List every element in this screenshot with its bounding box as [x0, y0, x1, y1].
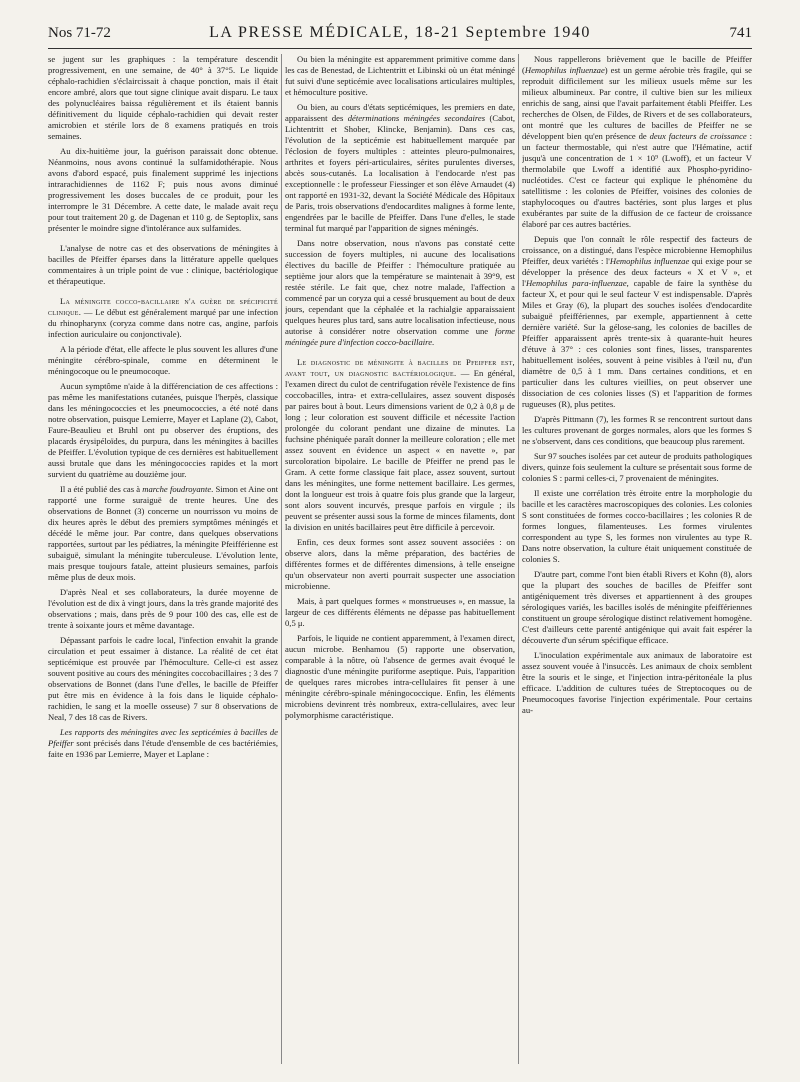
paragraph: Sur 97 souches isolées par cet auteur de produits pathologiques divers, quinze fois seulement la culture se présentait sous forme de colonies S : parmi celles-ci, 7 provenaient de méningites.	[522, 451, 752, 483]
journal-title: LA PRESSE MÉDICALE, 18-21 Septembre 1940	[209, 24, 591, 41]
page-number: 741	[729, 25, 752, 41]
paragraph: Enfin, ces deux formes sont assez souvent associées : on observe alors, dans la même préparation, des bactéries de différentes formes et de différentes dimensions, à telle enseigne qu'un observateur non averti pourrait suspecter une association microbienne.	[285, 537, 515, 591]
paragraph: A la période d'état, elle affecte le plus souvent les allures d'une méningite cérébro-spinale, comme en déterminent le méningocoque ou le pneumocoque.	[48, 344, 278, 376]
paragraph: Aucun symptôme n'aide à la différenciation de ces affections : pas même les manifestations cutanées, puisque l'herpès, classique dans les méningococcies et les pneumococcies, a été noté dans notre observation, puisque Lemierre, Mayer et Laplane (2), Cabot, Faure-Beaulieu et Bruhl ont pu observer des éruptions, des placards érysipéloïdes, du purpura, dans les méningites à bacilles de Pfeiffer. L'évolution typique de ces dernières est habituellement aussi brutale que dans les méningococcies rapides et la mort survient du quatrième au douzième jour.	[48, 381, 278, 479]
paragraph: D'autre part, comme l'ont bien établi Rivers et Kohn (8), alors que la plupart des souches de bacilles de Pfeiffer sont antigéniquement très diverses et appartiennent à des groupes sérologiques variés, les bacilles isolés de méningite pfeiffériennes constituent un groupe sérologique distinct relativement homogène. C'est d'ailleurs cette parenté antigénique qui avait fait espérer la découverte d'un sérum spécifique efficace.	[522, 569, 752, 645]
paragraph: L'analyse de notre cas et des observations de méningites à bacilles de Pfeiffer éparses dans la littérature appelle quelques commentaires à un triple point de vue : clinique, bactériologique et thérapeutique.	[48, 243, 278, 286]
paragraph: Mais, à part quelques formes « monstrueuses », en massue, la largeur de ces différents éléments ne dépasse pas habituellement 0,5 μ.	[285, 596, 515, 628]
section-heading: Le diagnostic de méningite à bacilles de Pfeiffer est, avant tout, un diagnostic bactériologique.	[285, 357, 515, 378]
paragraph: Ou bien, au cours d'états septicémiques, les premiers en date, apparaissent des déterminations méningées secondaires (Cabot, Lichtentritt et Shober, Klincke, Benjamin). Dans ces cas, l'évolution de la septicémie est habituellement marquée par l'éclosion de foyers multiples : atteintes pleuro-pulmonaires, arthrites et foyers péri-articulaires, sérites purulentes diverses, abcès sous-cutanés. La localisation à l'endocarde n'est pas exceptionnelle : le professeur Fiessinger et son élève Arnaudet (4) ont rapporté en 1931-32, devant la Société Médicale des Hôpitaux de Paris, trois observations d'endocardites malignes à forme lente, engendrées par le bacille de Pfeiffer. Dans l'une d'elles, le stade terminal fut marqué par l'apparition de signes méningés.	[285, 102, 515, 233]
paragraph: Les rapports des méningites avec les septicémies à bacilles de Pfeiffer sont précisés dans l'étude d'ensemble de ces bactériémies, faite en 1936 par Lemierre, Mayer et Laplane :	[48, 727, 278, 759]
article-body	[48, 54, 752, 1064]
paragraph: Depuis que l'on connaît le rôle respectif des facteurs de croissance, on a distingué, dans l'espèce microbienne Hemophilus Pfeiffer, deux variétés : l'Hemophilus influenzae qui exige pour se développer la présence des deux facteurs « X et V », et l'Hemophilus para-influenzae, capable de faire la synthèse du facteur X, et pour qui le seul facteur V est indispensable. D'après Miles et Gray (6), la plupart des souches isolées d'endocardite subaiguë pfeiffériennes, par exemple, appartiennent à cette dernière variété. Sur la gélose-sang, les colonies de bacilles de Pfeiffer apparaissent après trente-six à quarante-huit heures d'étuve à 37° : ces colonies sont fines, lisses, transparentes habituellement isolées, souvent à peine visibles à l'œil nu, d'un diamètre de 0,5 à 1 mm. Dans certaines conditions, et en particulier dans les cultures vieillies, on peut observer une dissociation de ces colonies lisses (S) et l'apparition de formes rugueuses (R), plus petites.	[522, 234, 752, 409]
paragraph: Dépassant parfois le cadre local, l'infection envahit la grande circulation et peut essaimer à distance. La réalité de cet état septicémique est prouvée par l'hémoculture. Celle-ci est assez souvent positive au cours des méningites coccobacillaires ; 3 des 7 observations de Bonnet (dans l'une d'elles, le bacille de Pfeiffer put être mis en évidence à la fois dans le liquide céphalo-rachidien, le sang et la moelle osseuse) 7 sur 8 observations de Neal, 7 des 18 cas de Rivers.	[48, 635, 278, 722]
section-heading: La méningite cocco-bacillaire n'a guère de spécificité clinique.	[48, 296, 278, 317]
section-paragraph: Le diagnostic de méningite à bacilles de Pfeiffer est, avant tout, un diagnostic bactériologique. — En général, l'examen direct du culot de centrifugation révèle l'existence de fins coccobacilles, intra- et extra-cellulaires, assez souvent disposés par paires bout à bout. Leurs dimensions varient de 0,2 à 0,8 μ de long ; leur coloration est souvent difficile et nécessite l'action prolongée du colorant pendant une dizaine de minutes. La fuchsine phéniquée paraît donner la meilleure coloration ; elle met assez souvent en évidence un aspect « en navette », par surcoloration bipolaire. Le bacille de Pfeiffer ne prend pas le Gram. A cette forme classique fait place, assez souvent, surtout dans les méningites, une forme nettement bacillaire. Les germes, dont la longueur est trois à quatre fois plus grande que la largeur, sont alors souvent incurvés, presque parfois en virgule ; ils peuvent se présenter aussi sous la forme de minces filaments, dont la division en unités bacillaires peut être difficile à percevoir.	[285, 357, 515, 532]
header-rule	[48, 48, 752, 49]
paragraph: D'après Neal et ses collaborateurs, la durée moyenne de l'évolution est de dix à vingt jours, dans la très grande majorité des observations ; mais, dans près de 9 pour 100 des cas, elle est de trente à soixante jours et même davantage.	[48, 587, 278, 630]
paragraph: Parfois, le liquide ne contient apparemment, à l'examen direct, aucun microbe. Benhamou (5) rapporte une observation, comparable à la nôtre, où l'absence de germes avait évoqué le diagnostic d'une méningite puriforme aseptique. Puis, l'apparition de quelques rares microbes intra-cellulaires fit penser à une méningite cérébro-spinale méningococcique. Enfin, les éléments microbiens devinrent très nombreux, extra-cellulaires, avec leur polymorphisme caractéristique.	[285, 633, 515, 720]
paragraph: Il a été publié des cas à marche foudroyante. Simon et Aine ont rapporté une forme suraiguë de trente heures. Une des observations de Bonnet (3) concerne un nourrisson vu moins de dix heures après le début des premiers symptômes méningés et décédé le même jour. Par contre, dans quelques observations rapportées, surtout par les pédiatres, la méningite Pfeifférienne est subaiguë, simulant la méningite tuberculeuse. L'évolution lente, mais presque toujours fatale, atteint plusieurs semaines, parfois même plus de deux mois.	[48, 484, 278, 582]
paragraph: se jugent sur les graphiques : la température descendit progressivement, en une semaine, de 40° à 37°5. Le liquide céphalo-rachidien s'éclaircissait à chaque ponction, mais il était encore ambré, alors que tout signe clinique avait disparu. Le taux des polynucléaires baissa régulièrement et ils étaient bannis définitivement du liquide céphalo-rachidien qui devait rester amicrobien et stérile lors de 8 examens pratiqués en trois semaines.	[48, 54, 278, 141]
paragraph: L'inoculation expérimentale aux animaux de laboratoire est assez souvent vouée à l'insuccès. Les animaux de choix semblent être la souris et le singe, et l'injection intra-péritonéale la plus efficace. L'addition de cultures tuées de Streptocoques ou de Pneumocoques favorise l'injection expérimentale. Pour certains au-	[522, 650, 752, 715]
paragraph: Au dix-huitième jour, la guérison paraissait donc obtenue. Néanmoins, nous avons continué la sulfamidothérapie. Nous avons d'abord espacé, puis finalement supprimé les injections intrarachidiennes de 1162 F; puis nous avons diminué progressivement les doses buccales de ce produit, pour les interrompre le 31 Décembre. A cette date, le malade avait reçu pour tout traitement 20 g. de Dagenan et 110 g. de Septoplix, sans présenter le moindre signe d'intolérance aux sulfamides.	[48, 146, 278, 233]
column-divider	[281, 54, 282, 1064]
issue-number: Nos 71-72	[48, 25, 111, 41]
paragraph: Il existe une corrélation très étroite entre la morphologie du bacille et les caractères macroscopiques des colonies. Les colonies S sont constituées de formes cocco-bacillaires ; les colonies R de formes longues, filamenteuses. Les formes virulentes correspondent au type S, les formes non virulentes au type R. Dans notre observation, la culture était uniquement constituée de colonies S.	[522, 488, 752, 564]
paragraph: Dans notre observation, nous n'avons pas constaté cette succession de foyers multiples, ni aucune des localisations électives du bacille de Pfeiffer : l'hémoculture pratiquée au septième jour alors que la température se maintenait à 39°9, est restée stérile. Le fait que, chez notre malade, l'affection a commencé par un coryza qui a cessé brusquement au bout de deux jours, cependant que la céphalée et la rachialgie apparaissaient quelques heures plus tard, sans autre localisation infectieuse, nous autorise à considérer notre observation comme une forme méningée pure d'infection cocco-bacillaire.	[285, 238, 515, 347]
column-1	[48, 54, 278, 1064]
page-header	[48, 22, 752, 44]
column-divider	[518, 54, 519, 1064]
paragraph: Nous rappellerons brièvement que le bacille de Pfeiffer (Hemophilus influenzae) est un germe aérobie très fragile, qui se reproduit difficilement sur les milieux usuels même sur les milieux albumineux. Par contre, il cultive bien sur les milieux enrichis de sang, ainsi que l'avait parfaitement établi Pfeiffer. Les recherches de Olsen, de Fildes, de Rivers et de ses collaborateurs, ont montré que les cultures de bacilles de Pfeiffer ne se développent bien qu'en présence de deux facteurs de croissance : un facteur thermostable, qui n'est autre que l'Hématine, actif jusqu'à une concentration de 1 × 10⁹ (Lwoff), et un facteur V thermolabile que Lwoff a identifié aux Phospho-pyridino-nucléotides. C'est ce facteur qui explique le phénomène du satellitisme : les colonies de Pfeiffer, voisines des colonies de staphylocoques ou d'autres bactéries, sont plus larges et plus exubérantes par suite de la diffusion de ce facteur de croissance élaboré par ces autres bactéries.	[522, 54, 752, 229]
column-2	[285, 54, 515, 1064]
paragraph: D'après Pittmann (7), les formes R se rencontrent surtout dans les cultures provenant de gorges normales, alors que les formes S ne s'observent, dans ces conditions, que beaucoup plus rarement.	[522, 414, 752, 446]
column-3	[522, 54, 752, 1064]
paragraph: Ou bien la méningite est apparemment primitive comme dans les cas de Benestad, de Lichtentritt et Libinski où un état méningé fut suivi d'une septicémie avec localisations articulaires multiples, et hémoculture positive.	[285, 54, 515, 97]
section-paragraph: La méningite cocco-bacillaire n'a guère de spécificité clinique. — Le début est généralement marqué par une infection du rhinopharynx (coryza comme dans notre cas, angine, parfois infection auriculaire ou conjonctivale).	[48, 296, 278, 339]
